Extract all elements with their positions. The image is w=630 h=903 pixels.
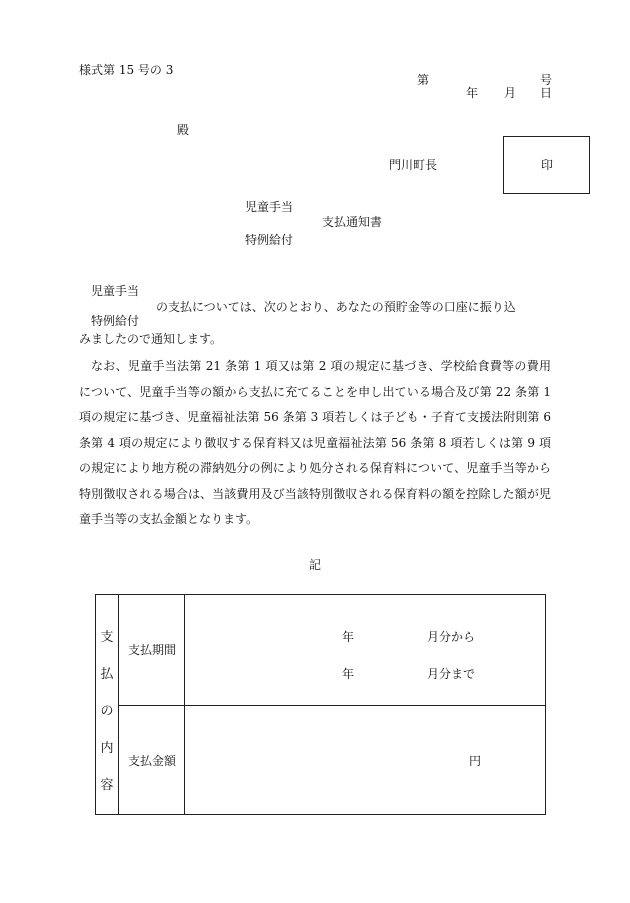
seal-label: 印 bbox=[541, 158, 554, 172]
intro-option2: 特例給付 bbox=[91, 314, 140, 328]
period-label: 支払期間 bbox=[128, 643, 177, 657]
amount-label: 支払金額 bbox=[128, 754, 177, 768]
title-line1: 児童手当 bbox=[245, 200, 294, 214]
intro-text1: の支払については、次のとおり、あなたの預貯金等の口座に振り込 bbox=[156, 300, 516, 314]
form-number: 様式第 15 号の 3 bbox=[79, 63, 174, 77]
addressee-suffix: 殿 bbox=[177, 123, 190, 137]
intro-text2: みましたので通知します。 bbox=[79, 332, 223, 346]
side-label-char: 支 bbox=[100, 630, 114, 645]
body-paragraph: なお、児童手当法第 21 条第 1 項又は第 2 項の規定に基づき、学校給食費等の費用について、児童手当等の額から支払に充てることを申し出ている場合及び第 22 条第 1 項の規定に基づき、児童福祉法第 56 条第 3 項若しくは子ども・子育て支援法附則第 6 条第 4 項の規定により徴収する保育料又は児童福祉法第 56 条第 8 項若しくは第 9 項の規定により地方税の滞納処分の例により処分される保育料について、児童手当等から特別徴収される場合は、当該費用及び当該特別徴収される保育料の額を控除した額が児童手当等の支払金額となります。 bbox=[79, 359, 551, 526]
side-label-char: の bbox=[100, 704, 114, 719]
amount-unit: 円 bbox=[469, 754, 482, 768]
date-day: 日 bbox=[540, 86, 553, 100]
title-main: 支払通知書 bbox=[322, 215, 383, 229]
period-from-month: 月分から bbox=[427, 630, 476, 644]
ki-label: 記 bbox=[309, 558, 322, 572]
date-month: 月 bbox=[504, 86, 517, 100]
side-label-char: 払 bbox=[100, 667, 114, 682]
doc-ref-dai: 第 bbox=[417, 73, 430, 87]
title-line2: 特例給付 bbox=[245, 233, 294, 247]
issuer-name: 門川町長 bbox=[389, 158, 438, 172]
period-to-year: 年 bbox=[342, 667, 355, 681]
date-year: 年 bbox=[466, 86, 479, 100]
doc-ref-go: 号 bbox=[540, 73, 553, 87]
period-from-year: 年 bbox=[342, 630, 355, 644]
intro-option1: 児童手当 bbox=[91, 284, 140, 298]
payment-details-table bbox=[95, 594, 546, 815]
side-label-char: 容 bbox=[100, 778, 114, 793]
side-label-char: 内 bbox=[100, 741, 114, 756]
table-row-divider bbox=[118, 705, 545, 706]
period-to-month: 月分まで bbox=[427, 667, 476, 681]
